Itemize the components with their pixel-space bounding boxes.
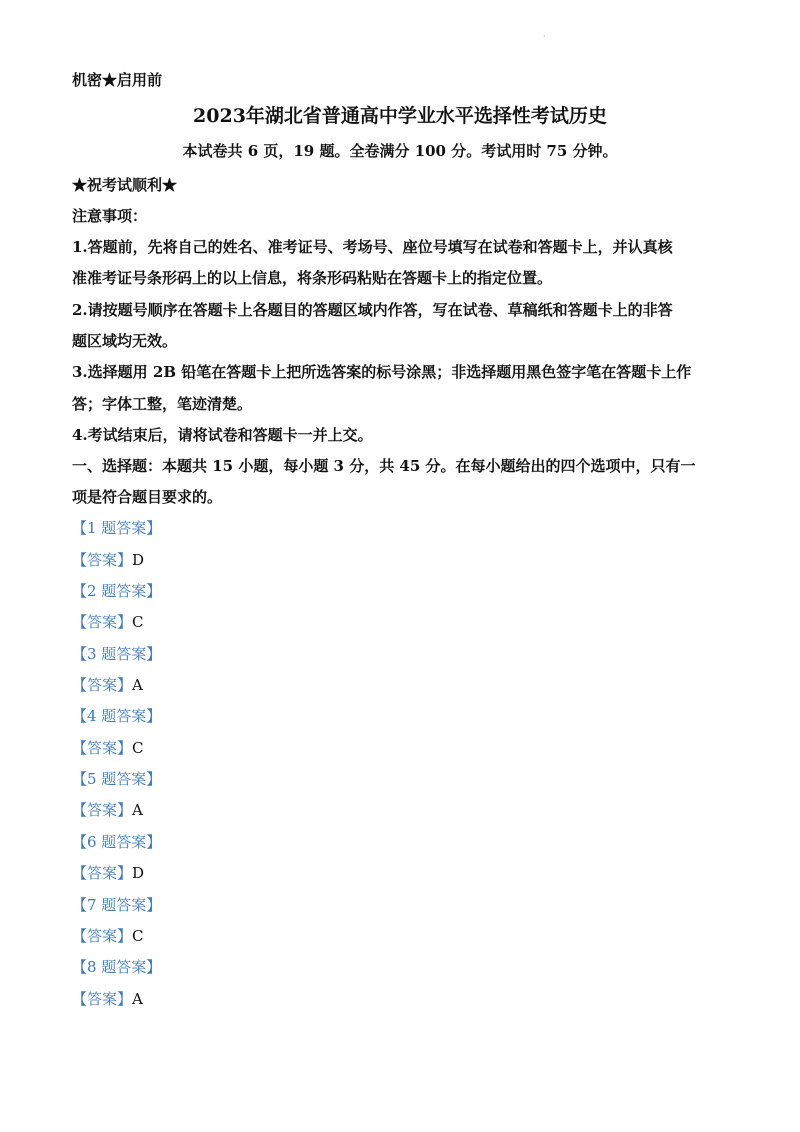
answer-label: 【答案】 — [72, 613, 133, 631]
answer-value: A — [132, 990, 143, 1008]
section-heading-line-2: 项是符合题目要求的。 — [72, 488, 223, 506]
notes-heading: 注意事项： — [72, 207, 148, 225]
answer-row-1 — [72, 550, 732, 570]
note-line-4: 题区域均无效。 — [72, 332, 178, 350]
note-line-7: 4.考试结束后，请将试卷和答题卡一并上交。 — [72, 426, 373, 444]
wish-line: ★祝考试顺利★ — [72, 176, 178, 194]
answer-value: D — [132, 864, 145, 882]
answer-row-3 — [72, 675, 732, 695]
answer-label: 【答案】 — [72, 801, 133, 819]
answer-heading-2: 【2 题答案】 — [72, 582, 162, 600]
answer-heading-5: 【5 题答案】 — [72, 770, 162, 788]
answer-value: A — [132, 801, 143, 819]
answer-label: 【答案】 — [72, 990, 133, 1008]
note-line-5: 3.选择题用 2B 铅笔在答题卡上把所选答案的标号涂黑；非选择题用黑色签字笔在答题卡上作 — [72, 363, 692, 381]
answer-row-8 — [72, 989, 732, 1009]
note-line-1: 1.答题前，先将自己的姓名、准考证号、考场号、座位号填写在试卷和答题卡上，并认真核 — [72, 238, 673, 256]
answer-row-5 — [72, 800, 732, 820]
answer-value: A — [132, 676, 143, 694]
answer-row-7 — [72, 926, 732, 946]
page-title: 2023年湖北省普通高中学业水平选择性考试历史 — [193, 105, 607, 127]
answer-value: C — [132, 739, 144, 757]
scan-dot: · — [543, 32, 546, 41]
answer-value: C — [132, 613, 144, 631]
section-heading-line-1: 一、选择题：本题共 15 小题，每小题 3 分，共 45 分。在每小题给出的四个选项中，只有一 — [72, 457, 696, 475]
answer-heading-1: 【1 题答案】 — [72, 519, 162, 537]
answer-row-6 — [72, 863, 732, 883]
answer-label: 【答案】 — [72, 739, 133, 757]
answer-label: 【答案】 — [72, 676, 133, 694]
answer-label: 【答案】 — [72, 864, 133, 882]
answer-heading-4: 【4 题答案】 — [72, 707, 162, 725]
note-line-2: 准准考证号条形码上的以上信息，将条形码粘贴在答题卡上的指定位置。 — [72, 269, 553, 287]
answer-label: 【答案】 — [72, 551, 133, 569]
answer-heading-8: 【8 题答案】 — [72, 958, 162, 976]
answer-heading-3: 【3 题答案】 — [72, 645, 162, 663]
answer-label: 【答案】 — [72, 927, 133, 945]
confidential-label: 机密★启用前 — [72, 71, 163, 89]
answer-row-2 — [72, 612, 732, 632]
exam-info: 本试卷共 6 页，19 题。全卷满分 100 分。考试用时 75 分钟。 — [182, 142, 618, 160]
answer-value: D — [132, 551, 145, 569]
answer-row-4 — [72, 738, 732, 758]
note-line-6: 答；字体工整，笔迹清楚。 — [72, 395, 253, 413]
answer-heading-6: 【6 题答案】 — [72, 833, 162, 851]
note-line-3: 2.请按题号顺序在答题卡上各题目的答题区域内作答，写在试卷、草稿纸和答题卡上的非答 — [72, 301, 673, 319]
answer-value: C — [132, 927, 144, 945]
answer-heading-7: 【7 题答案】 — [72, 896, 162, 914]
